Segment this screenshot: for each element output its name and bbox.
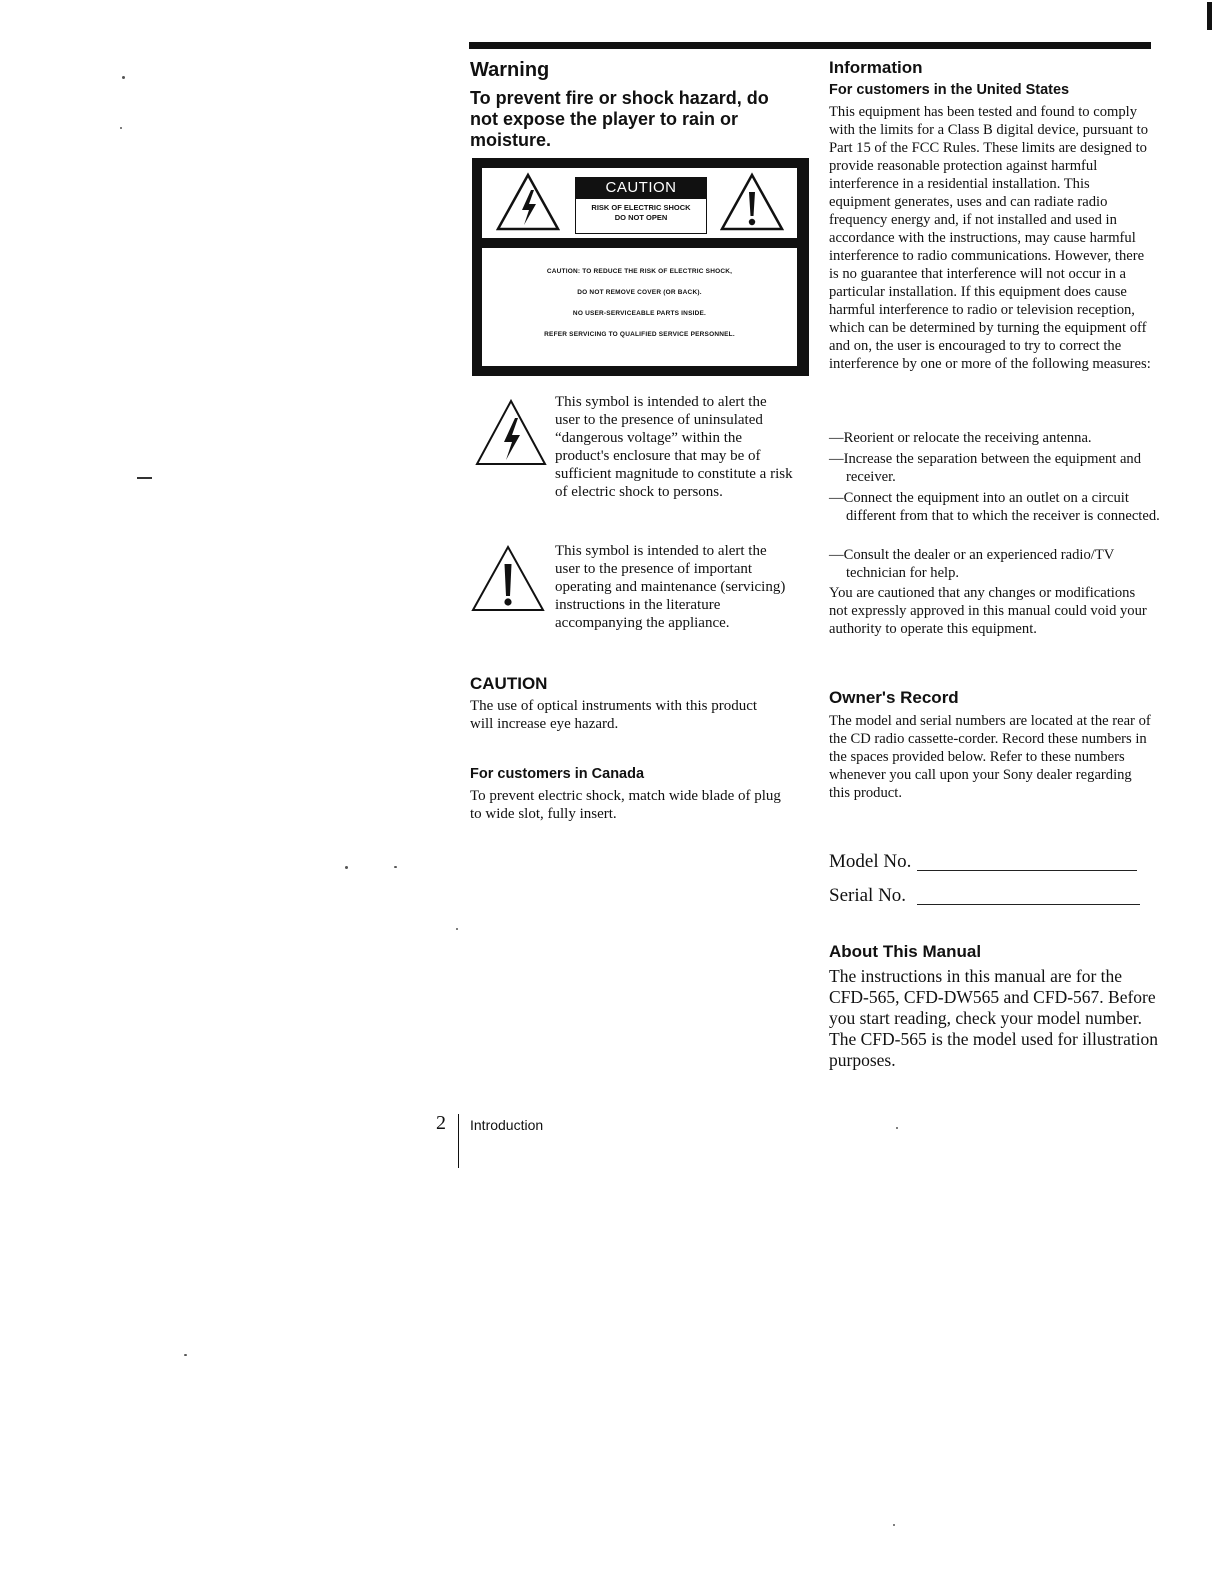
measure-item: —Consult the dealer or an experienced radio/TV technician for help.: [829, 547, 1115, 581]
scan-speck: [456, 928, 458, 930]
information-heading: Information: [829, 58, 923, 77]
model-number-field[interactable]: [917, 870, 1137, 871]
caution-label-line: CAUTION: TO REDUCE THE RISK OF ELECTRIC SHOCK,: [546, 268, 733, 275]
lightning-triangle-icon: [496, 172, 560, 232]
caution-heading: CAUTION: [470, 674, 548, 693]
caution-label-sub-line2: DO NOT OPEN: [614, 213, 668, 222]
about-manual-heading: About This Manual: [829, 942, 982, 961]
scan-speck: [893, 1524, 895, 1526]
fcc-statement: This equipment has been tested and found to comply with the limits for a Class B digital device, pursuant to Part 15 of the FCC Rules. These limits are designed to provide reasonable protection against harmful interference in a residential installation. This equipment generates, uses and can radiate radio frequency energy and, if not installed and used in accordance with the instructions, may cause harmful interference to radio communications. However, there is no guarantee that interference will not occur in a particular installation. If this equipment does cause harmful interference to radio or television reception, which can be determined by turning the equipment off and on, the user is encouraged to try to correct the interference by one or more of the following measures:: [829, 104, 1151, 372]
measure-item: —Increase the separation between the equipment and receiver.: [829, 451, 1142, 485]
scan-speck: [137, 477, 152, 479]
serial-number-field[interactable]: [917, 904, 1140, 905]
page-edge-mark: [1207, 2, 1212, 30]
scan-speck: [345, 866, 348, 869]
about-manual-text: The instructions in this manual are for the CFD-565, CFD-DW565 and CFD-567. Before you start reading, check your model number. The CFD-565 is the model used for illustration purposes.: [829, 966, 1159, 1070]
top-rule: [469, 42, 1151, 49]
us-customers-heading: For customers in the United States: [829, 82, 1070, 98]
footer-divider: [458, 1114, 459, 1168]
exclamation-triangle-icon: [720, 172, 784, 232]
owners-record-heading: Owner's Record: [829, 688, 959, 707]
caution-label-title: CAUTION: [575, 177, 707, 198]
lightning-symbol-text: This symbol is intended to alert the user to the presence of uninsulated “dangerous voltage” within the product's enclosure that may be of sufficient magnitude to constitute a risk of electric shock to persons.: [555, 394, 793, 500]
caution-label-line: REFER SERVICING TO QUALIFIED SERVICE PERSONNEL.: [544, 331, 735, 338]
caution-label-line: DO NOT REMOVE COVER (OR BACK).: [577, 289, 702, 296]
caution-text: The use of optical instruments with this product will increase eye hazard.: [470, 698, 758, 732]
caution-label-sub-line1: RISK OF ELECTRIC SHOCK: [591, 203, 691, 212]
scan-speck: [122, 76, 125, 79]
exclamation-triangle-icon: [470, 544, 546, 614]
caution-label-line: NO USER-SERVICEABLE PARTS INSIDE.: [572, 310, 707, 317]
owners-record-text: The model and serial numbers are located at the rear of the CD radio cassette-corder. Record these numbers in the spaces provided below. Refer to these numbers whenever you call upon your Sony dealer regarding this product.: [829, 713, 1151, 801]
scan-speck: [394, 866, 397, 868]
canada-heading: For customers in Canada: [470, 766, 645, 782]
scan-speck: [896, 1127, 898, 1129]
serial-number-label: Serial No.: [829, 885, 907, 906]
measure-item: —Connect the equipment into an outlet on a circuit different from that to which the receiver is connected.: [829, 490, 1160, 524]
caution-label-bottom: [482, 248, 797, 366]
caution-label-subtext: [575, 198, 707, 234]
scan-speck: [184, 1354, 187, 1356]
lightning-triangle-icon: [474, 398, 548, 468]
exclamation-symbol-text: This symbol is intended to alert the user to the presence of important operating and maintenance (servicing) instructions in the literature accompanying the appliance.: [555, 543, 786, 631]
page-number: 2: [436, 1112, 446, 1134]
warning-text: To prevent fire or shock hazard, do not expose the player to rain or moisture.: [470, 88, 769, 150]
measure-item: —Reorient or relocate the receiving antenna.: [829, 430, 1092, 446]
model-number-label: Model No.: [829, 851, 912, 872]
warning-heading: Warning: [470, 59, 550, 81]
footer-section-name: Introduction: [470, 1117, 544, 1133]
caution-label-top: [482, 168, 797, 238]
caution-label-box: [472, 158, 809, 376]
modification-notice: You are cautioned that any changes or modifications not expressly approved in this manual could void your authority to operate this equipment.: [829, 585, 1147, 637]
scan-speck: [120, 127, 122, 129]
canada-text: To prevent electric shock, match wide blade of plug to wide slot, fully insert.: [470, 788, 781, 822]
